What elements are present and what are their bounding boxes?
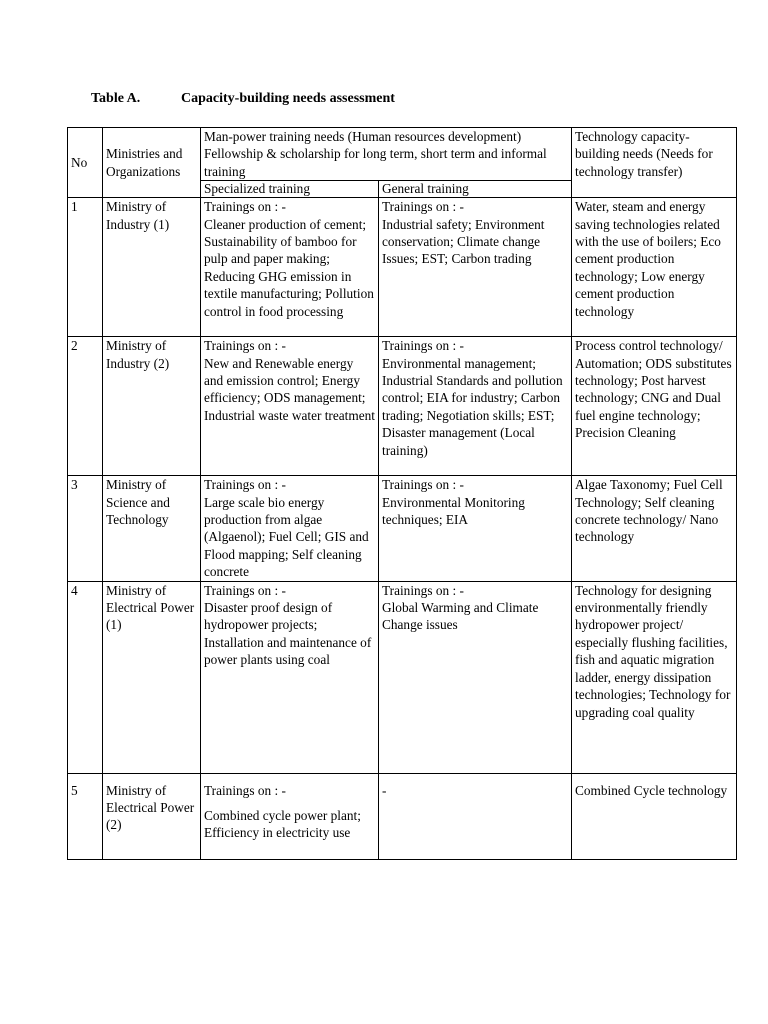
specialized-training-text: Cleaner production of cement; Sustainability of bamboo for pulp and paper making; Reducing GHG emission in textile manufacturing; Pollution control in food processing xyxy=(204,216,374,319)
header-manpower-training: Man-power training needs (Human resources development) Fellowship & scholarship for long term, short term and informal training xyxy=(201,128,572,181)
general-training-text: Environmental Monitoring techniques; EIA xyxy=(382,494,525,528)
table-title: Capacity-building needs assessment xyxy=(181,91,395,106)
technology-needs-cell: Technology for designing environmentally friendly hydropower project/ especially flushing facilities, fish and aquatic migration ladder, energy dissipation technologies; Technology for upgrading coal quality xyxy=(572,581,737,773)
organization-cell: Ministry of Electrical Power (2) xyxy=(103,773,201,859)
header-general-training: General training xyxy=(379,181,572,198)
specialized-training-cell xyxy=(201,773,379,859)
technology-needs-cell: Process control technology/ Automation; ODS substitutes technology; Post harvest technology; CNG and Dual fuel engine technology; Precision Cleaning xyxy=(572,337,737,476)
general-training-text: Industrial safety; Environment conservation; Climate change Issues; EST; Carbon trading xyxy=(382,216,545,267)
specialized-training-cell xyxy=(201,337,379,476)
header-organizations: Ministries and Organizations xyxy=(103,128,201,198)
specialized-training-cell xyxy=(201,581,379,773)
row-number: 2 xyxy=(68,337,103,476)
row-number: 5 xyxy=(68,773,103,859)
trainings-on-label: Trainings on : - xyxy=(204,338,286,354)
table-row xyxy=(68,337,737,476)
general-training-cell xyxy=(379,337,572,476)
row-number: 3 xyxy=(68,476,103,581)
trainings-on-label: Trainings on : - xyxy=(382,338,464,354)
general-training-text: Environmental management; Industrial Standards and pollution control; EIA for industry; Carbon trading; Negotiation skills; EST; Disaster management (Local training) xyxy=(382,355,563,458)
trainings-on-label: Trainings on : - xyxy=(204,477,286,493)
specialized-training-text: Large scale bio energy production from algae (Algaenol); Fuel Cell; GIS and Flood mapping; Self cleaning concrete xyxy=(204,494,369,580)
header-technology-needs: Technology capacity-building needs (Needs for technology transfer) xyxy=(572,128,737,198)
trainings-on-label: Trainings on : - xyxy=(382,582,464,598)
specialized-training-text: Disaster proof design of hydropower projects; Installation and maintenance of power plants using coal xyxy=(204,600,372,668)
specialized-training-text: Combined cycle power plant; Efficiency in electricity use xyxy=(204,808,361,841)
header-specialized-training: Specialized training xyxy=(201,181,379,198)
specialized-training-cell xyxy=(201,476,379,581)
trainings-on-label: Trainings on : - xyxy=(204,582,286,598)
trainings-on-label: Trainings on : - xyxy=(382,199,464,215)
table-number: Table A. xyxy=(91,91,141,106)
specialized-training-text: New and Renewable energy and emission control; Energy efficiency; ODS management; Industrial waste water treatment xyxy=(204,355,375,423)
row-number: 4 xyxy=(68,581,103,773)
technology-needs-cell: Water, steam and energy saving technologies related with the use of boilers; Eco cement production technology; Low energy cement production technology xyxy=(572,198,737,337)
organization-cell: Ministry of Science and Technology xyxy=(103,476,201,581)
general-training-cell: - xyxy=(379,773,572,859)
table-row xyxy=(68,476,737,581)
trainings-on-label: Trainings on : - xyxy=(204,782,286,798)
specialized-training-cell xyxy=(201,198,379,337)
technology-needs-cell: Algae Taxonomy; Fuel Cell Technology; Self cleaning concrete technology/ Nano technology xyxy=(572,476,737,581)
table-row xyxy=(68,773,737,859)
table-row xyxy=(68,198,737,337)
technology-needs-cell: Combined Cycle technology xyxy=(572,773,737,859)
trainings-on-label: Trainings on : - xyxy=(382,477,464,493)
capacity-needs-table xyxy=(67,127,737,860)
table-row xyxy=(68,581,737,773)
organization-cell: Ministry of Industry (1) xyxy=(103,198,201,337)
organization-cell: Ministry of Industry (2) xyxy=(103,337,201,476)
row-number: 1 xyxy=(68,198,103,337)
general-training-text: Global Warming and Climate Change issues xyxy=(382,600,539,633)
table-caption xyxy=(91,91,395,107)
header-no: No xyxy=(68,128,103,198)
general-training-cell xyxy=(379,581,572,773)
trainings-on-label: Trainings on : - xyxy=(204,199,286,215)
organization-cell: Ministry of Electrical Power (1) xyxy=(103,581,201,773)
general-training-cell xyxy=(379,476,572,581)
general-training-cell xyxy=(379,198,572,337)
